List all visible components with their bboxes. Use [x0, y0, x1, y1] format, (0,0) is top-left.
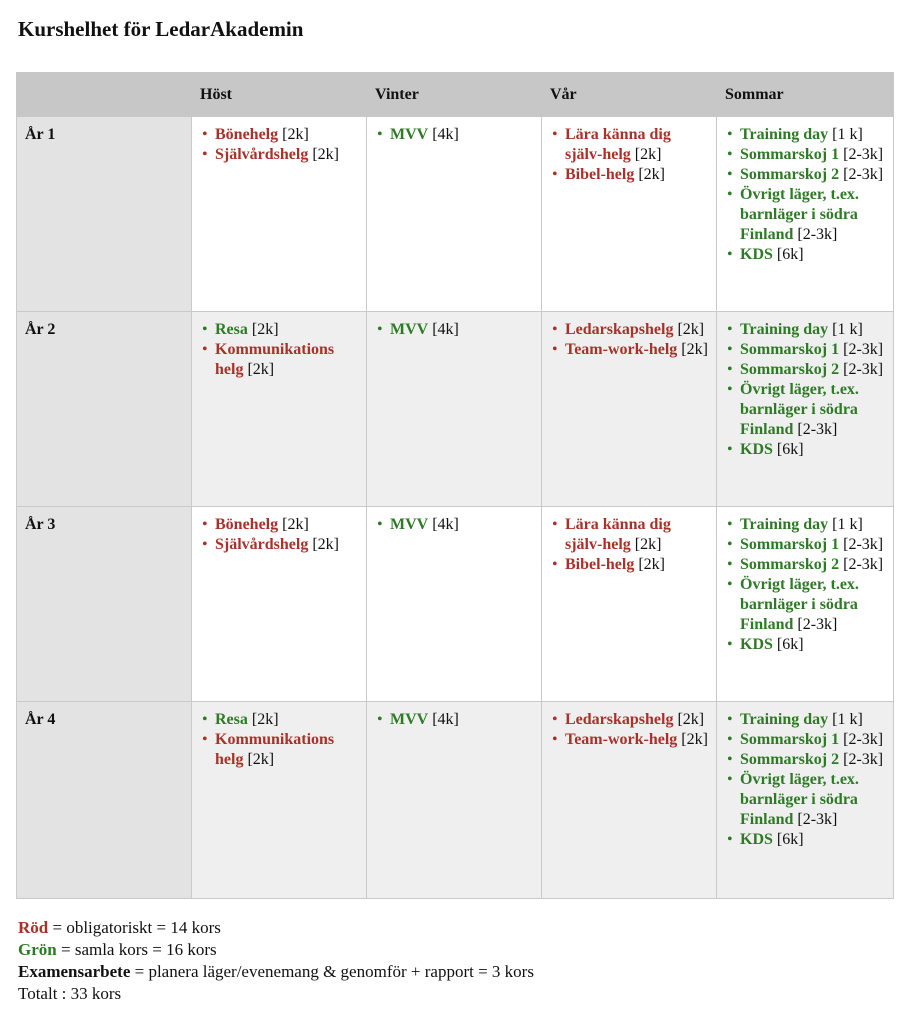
cell-sommar	[717, 702, 894, 899]
list-item	[390, 710, 533, 730]
course-list	[200, 320, 358, 380]
course-credits: [6k]	[776, 636, 804, 653]
list-item	[565, 165, 708, 185]
list-item	[215, 710, 358, 730]
list-item	[215, 340, 358, 380]
course-name: Sommarskoj 1	[740, 536, 840, 553]
course-name: Sommarskoj 1	[740, 731, 840, 748]
course-name: Övrigt läger, t.ex. barnläger i södra Finland	[740, 771, 859, 828]
list-item	[740, 750, 885, 770]
legend-total: Totalt : 33 kors	[18, 984, 122, 1003]
course-credits: [2k]	[251, 321, 279, 338]
cell-host	[192, 702, 367, 899]
course-name: Resa	[215, 321, 248, 338]
list-item	[740, 730, 885, 750]
course-list	[725, 710, 885, 850]
course-credits: [2k]	[282, 516, 309, 533]
list-item	[740, 535, 885, 555]
header-row	[17, 73, 894, 117]
course-name: Övrigt läger, t.ex. barnläger i södra Finland	[740, 576, 859, 633]
legend-green-text: = samla kors = 16 kors	[56, 940, 217, 959]
legend-exam-text: = planera läger/evenemang & genomför + rapport = 3 kors	[130, 962, 534, 981]
page-title: Kurshelhet för LedarAkademin	[18, 17, 304, 41]
course-credits: [6k]	[776, 831, 804, 848]
list-item	[740, 575, 885, 635]
course-name: Training day	[740, 126, 829, 143]
course-list	[725, 125, 885, 265]
course-credits: [2k]	[247, 361, 275, 378]
course-credits: [2k]	[677, 321, 705, 338]
list-item	[390, 320, 533, 340]
course-list	[375, 125, 533, 145]
legend-green-label: Grön	[18, 940, 57, 959]
course-credits: [2-3k]	[843, 166, 884, 183]
list-item	[740, 340, 885, 360]
course-name: Training day	[740, 711, 829, 728]
course-name: KDS	[740, 831, 773, 848]
cell-var	[542, 312, 717, 507]
list-item	[740, 185, 885, 245]
list-item	[740, 555, 885, 575]
course-list	[550, 320, 708, 360]
list-item	[215, 125, 358, 145]
course-credits: [2k]	[638, 166, 665, 183]
course-name: Sommarskoj 1	[740, 341, 840, 358]
list-item	[740, 165, 885, 185]
cell-sommar	[717, 507, 894, 702]
list-item	[565, 730, 708, 750]
course-credits: [4k]	[432, 321, 459, 338]
course-list	[725, 515, 885, 655]
cell-sommar	[717, 312, 894, 507]
row-label: År 2	[17, 312, 192, 507]
course-name: Sommarskoj 2	[740, 361, 840, 378]
course-name: Kommunikations helg	[215, 341, 335, 378]
course-credits: [2k]	[634, 536, 662, 553]
legend-red-label: Röd	[18, 918, 49, 937]
course-name: Training day	[740, 321, 829, 338]
course-list	[200, 125, 358, 165]
cell-vinter	[367, 702, 542, 899]
header-empty	[17, 73, 192, 117]
course-credits: [2k]	[251, 711, 279, 728]
list-item	[565, 340, 708, 360]
legend-exam-line	[18, 961, 534, 983]
course-list	[550, 125, 708, 185]
list-item	[740, 320, 885, 340]
cell-var	[542, 117, 717, 312]
course-credits: [2k]	[312, 536, 339, 553]
header-host: Höst	[192, 73, 367, 117]
course-list	[550, 515, 708, 575]
course-name: Team-work-helg	[565, 341, 678, 358]
course-credits: [2k]	[681, 731, 708, 748]
course-name: Övrigt läger, t.ex. barnläger i södra Finland	[740, 186, 859, 243]
course-credits: [2-3k]	[797, 811, 838, 828]
course-name: Bibel-helg	[565, 166, 635, 183]
course-credits: [1 k]	[832, 711, 863, 728]
course-credits: [2k]	[282, 126, 309, 143]
cell-vinter	[367, 117, 542, 312]
legend-green-line	[18, 939, 534, 961]
course-credits: [4k]	[432, 126, 459, 143]
course-list	[375, 710, 533, 730]
course-name: KDS	[740, 441, 773, 458]
course-name: MVV	[390, 321, 429, 338]
course-name: Kommunikations helg	[215, 731, 335, 768]
course-name: Lära känna dig själv-helg	[565, 126, 671, 163]
legend	[18, 917, 534, 1005]
legend-red-text: = obligatoriskt = 14 kors	[48, 918, 221, 937]
course-name: Sommarskoj 2	[740, 751, 840, 768]
list-item	[740, 710, 885, 730]
legend-exam-label: Examensarbete	[18, 962, 131, 981]
course-name: Resa	[215, 711, 248, 728]
course-name: Ledarskapshelg	[565, 711, 674, 728]
list-item	[740, 145, 885, 165]
list-item	[740, 515, 885, 535]
cell-host	[192, 312, 367, 507]
course-table	[16, 72, 894, 899]
list-item	[565, 125, 708, 165]
course-credits: [2-3k]	[797, 616, 838, 633]
course-name: Sommarskoj 2	[740, 556, 840, 573]
course-name: Sommarskoj 1	[740, 146, 840, 163]
course-name: KDS	[740, 246, 773, 263]
course-credits: [2-3k]	[843, 751, 884, 768]
course-name: MVV	[390, 126, 429, 143]
course-name: Självårdshelg	[215, 536, 309, 553]
course-credits: [2-3k]	[797, 226, 838, 243]
course-credits: [2k]	[634, 146, 662, 163]
list-item	[565, 555, 708, 575]
course-credits: [1 k]	[832, 516, 863, 533]
course-credits: [2k]	[681, 341, 708, 358]
course-name: Övrigt läger, t.ex. barnläger i södra Finland	[740, 381, 859, 438]
list-item	[740, 125, 885, 145]
row-label: År 4	[17, 702, 192, 899]
list-item	[390, 125, 533, 145]
list-item	[215, 145, 358, 165]
legend-red-line	[18, 917, 534, 939]
course-list	[725, 320, 885, 460]
course-credits: [2-3k]	[797, 421, 838, 438]
course-credits: [2-3k]	[843, 556, 884, 573]
list-item	[740, 440, 885, 460]
course-credits: [2k]	[312, 146, 339, 163]
course-name: KDS	[740, 636, 773, 653]
course-credits: [6k]	[776, 246, 804, 263]
row-label: År 1	[17, 117, 192, 312]
course-credits: [2k]	[247, 751, 275, 768]
course-list	[200, 515, 358, 555]
course-name: Team-work-helg	[565, 731, 678, 748]
course-name: MVV	[390, 711, 429, 728]
cell-vinter	[367, 507, 542, 702]
course-credits: [1 k]	[832, 321, 863, 338]
list-item	[740, 360, 885, 380]
header-sommar: Sommar	[717, 73, 894, 117]
cell-vinter	[367, 312, 542, 507]
list-item	[565, 320, 708, 340]
list-item	[565, 710, 708, 730]
table-row	[17, 702, 894, 899]
table-row	[17, 117, 894, 312]
list-item	[215, 320, 358, 340]
list-item	[740, 770, 885, 830]
course-name: Training day	[740, 516, 829, 533]
header-vinter: Vinter	[367, 73, 542, 117]
course-credits: [4k]	[432, 711, 459, 728]
course-credits: [6k]	[776, 441, 804, 458]
course-name: MVV	[390, 516, 429, 533]
course-credits: [2-3k]	[843, 536, 884, 553]
cell-var	[542, 702, 717, 899]
course-credits: [1 k]	[832, 126, 863, 143]
list-item	[390, 515, 533, 535]
course-list	[375, 515, 533, 535]
course-name: Lära känna dig själv-helg	[565, 516, 671, 553]
header-var: Vår	[542, 73, 717, 117]
list-item	[565, 515, 708, 555]
cell-host	[192, 117, 367, 312]
table-row	[17, 312, 894, 507]
row-label: År 3	[17, 507, 192, 702]
course-credits: [2k]	[677, 711, 705, 728]
course-name: Bönehelg	[215, 516, 279, 533]
course-name: Ledarskapshelg	[565, 321, 674, 338]
course-credits: [2-3k]	[843, 146, 884, 163]
course-name: Bibel-helg	[565, 556, 635, 573]
list-item	[740, 635, 885, 655]
course-name: Bönehelg	[215, 126, 279, 143]
cell-host	[192, 507, 367, 702]
course-name: Självårdshelg	[215, 146, 309, 163]
course-credits: [2k]	[638, 556, 665, 573]
course-list	[375, 320, 533, 340]
course-credits: [2-3k]	[843, 731, 884, 748]
list-item	[740, 830, 885, 850]
list-item	[740, 245, 885, 265]
list-item	[215, 515, 358, 535]
table-row	[17, 507, 894, 702]
list-item	[215, 730, 358, 770]
list-item	[215, 535, 358, 555]
course-name: Sommarskoj 2	[740, 166, 840, 183]
course-credits: [4k]	[432, 516, 459, 533]
course-credits: [2-3k]	[843, 341, 884, 358]
course-credits: [2-3k]	[843, 361, 884, 378]
course-list	[200, 710, 358, 770]
cell-var	[542, 507, 717, 702]
list-item	[740, 380, 885, 440]
cell-sommar	[717, 117, 894, 312]
course-list	[550, 710, 708, 750]
